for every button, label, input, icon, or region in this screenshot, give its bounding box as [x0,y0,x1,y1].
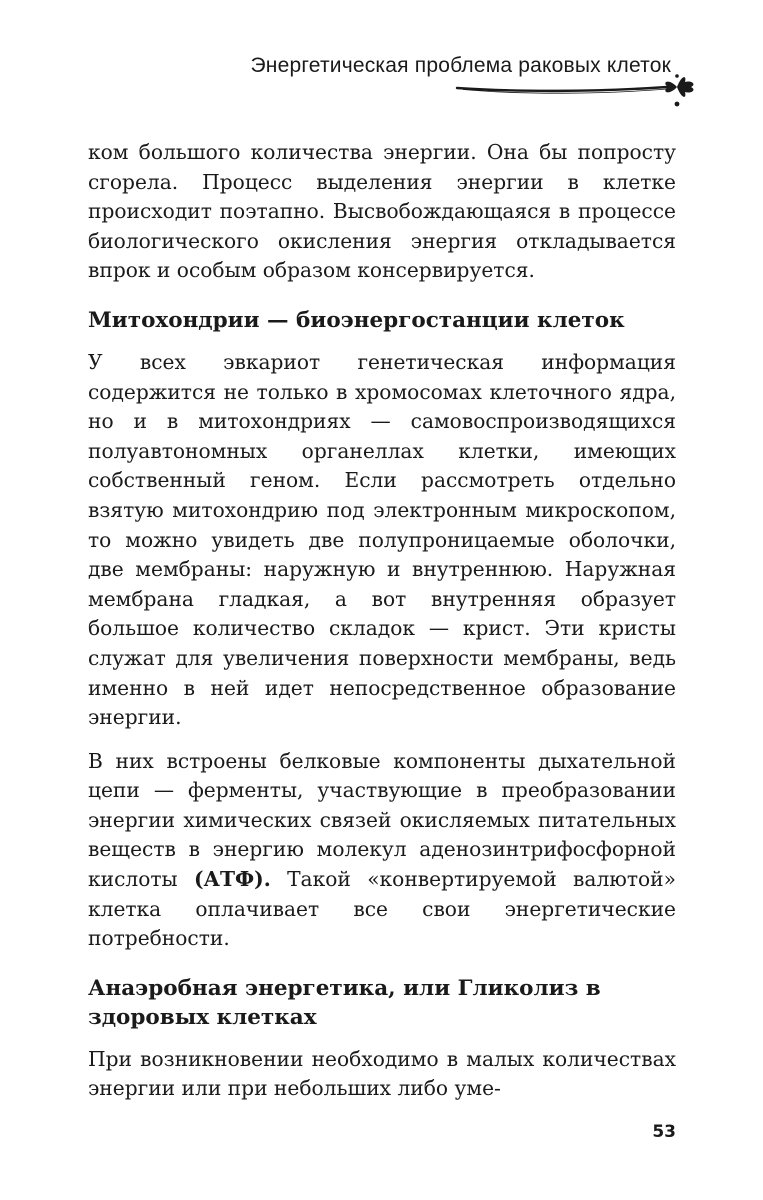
paragraph-4: При возникновении необходимо в малых количествах энергии или при небольших либо уме- [88,1046,676,1101]
running-header: Энергетическая проблема раковых клеток [250,54,671,77]
heading-mitochondria: Митохондрии — биоэнергостанции клеток [88,307,625,333]
page-body [88,138,676,1118]
paragraph-1: ком большого количества энергии. Она бы попросту сгорела. Процесс выделения энергии в клетке происходит поэтапно. Высвобождающаяся в процессе биологического окисления энергия откладывается впрок и особым образом консервируется. [88,140,676,283]
paragraph-2: У всех эвкариот генетическая информация содержится не только в хромосомах клеточного ядра, но и в митохондриях — самовоспроизводящихся полуавтономных органеллах клетки, имеющих собственный геном. Если рассмотреть отдельно взятую митохондрию под электронным микроскопом, то можно увидеть две полупроницаемые оболочки, две мембраны: наружную и внутреннюю. Наружная мембрана гладкая, а вот внутренняя образует большое количество складок — крист. Эти кристы служат для увеличения поверхности мембраны, ведь именно в ней идет непосредственное образование энергии. [88,349,676,730]
paragraph-3 [88,747,676,954]
heading-anaerobic-glycolysis: Анаэробная энергетика, или Гликолиз в здоровых клетках [88,975,601,1030]
page-number: 53 [652,1122,676,1142]
atp-abbreviation: (АТФ). [193,867,271,892]
paragraph-3-start: В них встроены белковые компоненты дыхательной цепи — ферменты, участвующие в преобразовании энергии химических связей окисляемых питательных веществ в энергию молекул аденозинтрифосфорной кислоты [88,748,676,892]
paragraph-3-end: Такой «конвертируемой валютой» клетка оплачивает все свои энергетические потребности. [88,867,676,951]
header-flourish-ornament [455,74,705,112]
